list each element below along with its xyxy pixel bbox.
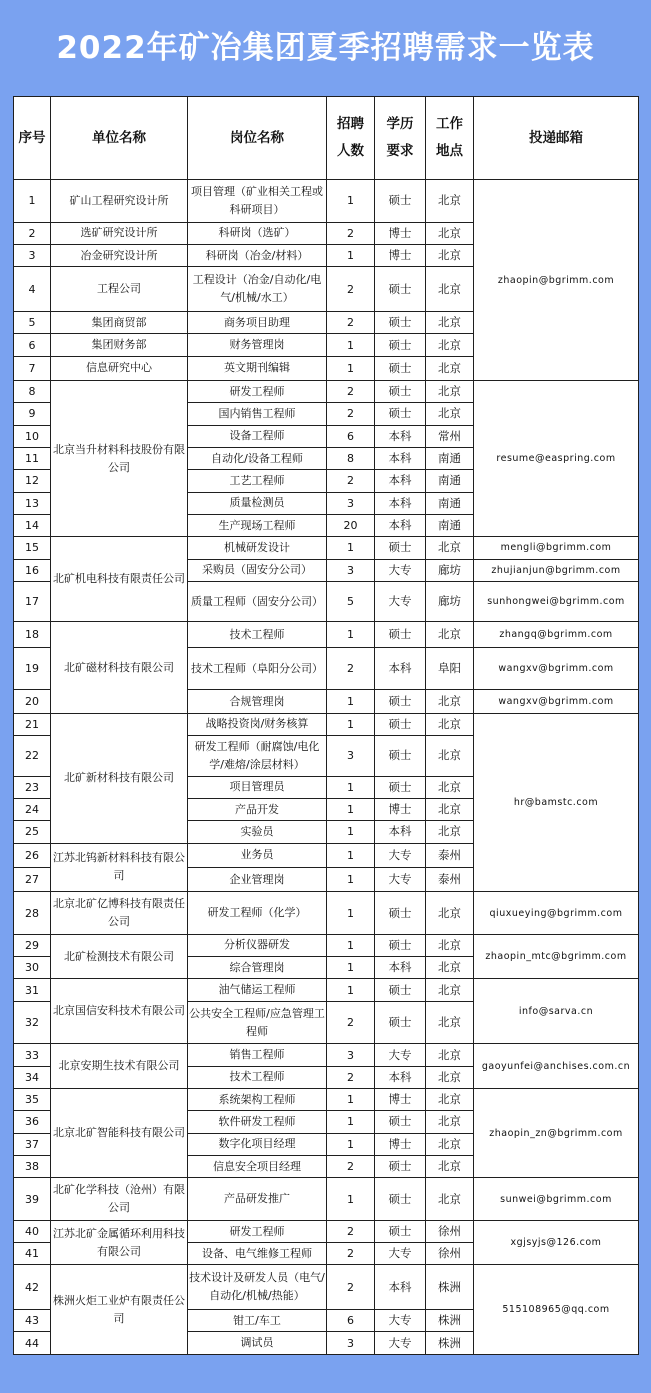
unit-name: 江苏北钨新材料科技有限公司 — [51, 843, 188, 892]
header-edu-line2: 要求 — [386, 143, 414, 160]
application-email: wangxv@bgrimm.com — [474, 690, 639, 713]
application-email: wangxv@bgrimm.com — [474, 647, 639, 690]
table-row — [14, 1089, 639, 1111]
work-location: 北京 — [426, 713, 474, 735]
row-number: 35 — [14, 1089, 51, 1111]
work-location: 北京 — [426, 979, 474, 1001]
unit-name: 北矿机电科技有限责任公司 — [51, 537, 188, 622]
row-number: 11 — [14, 447, 51, 469]
hire-count: 3 — [327, 492, 375, 514]
application-email: sunwei@bgrimm.com — [474, 1178, 639, 1221]
position-name: 调试员 — [188, 1332, 327, 1355]
application-email: zhaopin_zn@bgrimm.com — [474, 1089, 639, 1178]
hire-count: 20 — [327, 514, 375, 536]
header-edu-line1: 学历 — [386, 116, 414, 133]
hire-count: 2 — [327, 1001, 375, 1044]
position-name: 采购员（固安分公司） — [188, 559, 327, 581]
hire-count: 2 — [327, 312, 375, 334]
education-requirement: 硕士 — [375, 356, 426, 380]
position-name: 油气储运工程师 — [188, 979, 327, 1001]
hire-count: 1 — [327, 1178, 375, 1221]
position-name: 业务员 — [188, 843, 327, 867]
application-email: xgjsyjs@126.com — [474, 1220, 639, 1265]
row-number: 1 — [14, 180, 51, 223]
unit-name: 北京安期生技术有限公司 — [51, 1044, 188, 1089]
hire-count: 1 — [327, 334, 375, 356]
hire-count: 2 — [327, 403, 375, 425]
position-name: 项目管理员 — [188, 776, 327, 798]
position-name: 工艺工程师 — [188, 470, 327, 492]
position-name: 项目管理（矿业相关工程或科研项目） — [188, 180, 327, 223]
hire-count: 3 — [327, 736, 375, 777]
education-requirement: 本科 — [375, 470, 426, 492]
education-requirement: 本科 — [375, 492, 426, 514]
hire-count: 1 — [327, 690, 375, 713]
row-number: 6 — [14, 334, 51, 356]
position-name: 综合管理岗 — [188, 957, 327, 979]
row-number: 10 — [14, 425, 51, 447]
hire-count: 1 — [327, 537, 375, 559]
application-email: qiuxueying@bgrimm.com — [474, 892, 639, 935]
row-number: 37 — [14, 1133, 51, 1155]
work-location: 北京 — [426, 537, 474, 559]
hire-count: 1 — [327, 843, 375, 867]
row-number: 40 — [14, 1220, 51, 1242]
education-requirement: 本科 — [375, 1265, 426, 1310]
education-requirement: 大专 — [375, 1044, 426, 1066]
education-requirement: 硕士 — [375, 776, 426, 798]
work-location: 北京 — [426, 381, 474, 403]
position-name: 研发工程师（耐腐蚀/电化学/难熔/涂层材料） — [188, 736, 327, 777]
row-number: 19 — [14, 647, 51, 690]
education-requirement: 本科 — [375, 647, 426, 690]
table-row — [14, 537, 639, 559]
work-location: 北京 — [426, 1111, 474, 1133]
work-location: 南通 — [426, 470, 474, 492]
row-number: 8 — [14, 381, 51, 403]
work-location: 泰州 — [426, 843, 474, 867]
unit-name: 北矿新材科技有限公司 — [51, 713, 188, 843]
table-row — [14, 1178, 639, 1221]
work-location: 北京 — [426, 312, 474, 334]
hire-count: 2 — [327, 1220, 375, 1242]
hire-count: 3 — [327, 1332, 375, 1355]
education-requirement: 大专 — [375, 581, 426, 622]
work-location: 阜阳 — [426, 647, 474, 690]
recruitment-table — [13, 96, 638, 1355]
table-row — [14, 713, 639, 735]
work-location: 北京 — [426, 736, 474, 777]
hire-count: 1 — [327, 798, 375, 820]
hire-count: 1 — [327, 713, 375, 735]
work-location: 北京 — [426, 334, 474, 356]
position-name: 技术工程师 — [188, 1066, 327, 1088]
hire-count: 1 — [327, 622, 375, 647]
header-position: 岗位名称 — [188, 97, 327, 180]
position-name: 合规管理岗 — [188, 690, 327, 713]
work-location: 北京 — [426, 180, 474, 223]
unit-name: 工程公司 — [51, 267, 188, 312]
education-requirement: 大专 — [375, 1332, 426, 1355]
work-location: 北京 — [426, 1089, 474, 1111]
row-number: 34 — [14, 1066, 51, 1088]
education-requirement: 硕士 — [375, 180, 426, 223]
hire-count: 8 — [327, 447, 375, 469]
header-location — [426, 97, 474, 180]
position-name: 科研岗（冶金/材料） — [188, 245, 327, 267]
hire-count: 2 — [327, 1243, 375, 1265]
table-row — [14, 979, 639, 1001]
education-requirement: 硕士 — [375, 690, 426, 713]
education-requirement: 本科 — [375, 1066, 426, 1088]
work-location: 北京 — [426, 690, 474, 713]
work-location: 北京 — [426, 1066, 474, 1088]
hire-count: 2 — [327, 470, 375, 492]
row-number: 41 — [14, 1243, 51, 1265]
hire-count: 6 — [327, 425, 375, 447]
education-requirement: 本科 — [375, 957, 426, 979]
row-number: 30 — [14, 957, 51, 979]
position-name: 钳工/车工 — [188, 1310, 327, 1332]
hire-count: 6 — [327, 1310, 375, 1332]
work-location: 北京 — [426, 1044, 474, 1066]
education-requirement: 本科 — [375, 514, 426, 536]
education-requirement: 硕士 — [375, 1155, 426, 1177]
position-name: 设备、电气维修工程师 — [188, 1243, 327, 1265]
position-name: 工程设计（冶金/自动化/电气/机械/水工） — [188, 267, 327, 312]
hire-count: 1 — [327, 1133, 375, 1155]
row-number: 33 — [14, 1044, 51, 1066]
education-requirement: 博士 — [375, 222, 426, 244]
row-number: 25 — [14, 821, 51, 843]
table-row — [14, 934, 639, 956]
unit-name: 集团商贸部 — [51, 312, 188, 334]
education-requirement: 本科 — [375, 821, 426, 843]
work-location: 廊坊 — [426, 581, 474, 622]
work-location: 北京 — [426, 403, 474, 425]
position-name: 质量工程师（固安分公司） — [188, 581, 327, 622]
unit-name: 株洲火炬工业炉有限责任公司 — [51, 1265, 188, 1355]
education-requirement: 大专 — [375, 1243, 426, 1265]
position-name: 技术工程师（阜阳分公司） — [188, 647, 327, 690]
position-name: 质量检测员 — [188, 492, 327, 514]
position-name: 商务项目助理 — [188, 312, 327, 334]
hire-count: 1 — [327, 1089, 375, 1111]
hire-count: 2 — [327, 381, 375, 403]
row-number: 20 — [14, 690, 51, 713]
work-location: 泰州 — [426, 867, 474, 891]
table-row — [14, 180, 639, 223]
work-location: 徐州 — [426, 1220, 474, 1242]
row-number: 15 — [14, 537, 51, 559]
row-number: 12 — [14, 470, 51, 492]
hire-count: 1 — [327, 356, 375, 380]
row-number: 32 — [14, 1001, 51, 1044]
application-email: zhaopin_mtc@bgrimm.com — [474, 934, 639, 979]
hire-count: 3 — [327, 1044, 375, 1066]
education-requirement: 本科 — [375, 447, 426, 469]
header-row — [14, 97, 639, 180]
education-requirement: 硕士 — [375, 1001, 426, 1044]
hire-count: 5 — [327, 581, 375, 622]
work-location: 南通 — [426, 492, 474, 514]
education-requirement: 硕士 — [375, 713, 426, 735]
header-email: 投递邮箱 — [474, 97, 639, 180]
work-location: 北京 — [426, 245, 474, 267]
row-number: 44 — [14, 1332, 51, 1355]
work-location: 北京 — [426, 776, 474, 798]
position-name: 研发工程师 — [188, 1220, 327, 1242]
position-name: 软件研发工程师 — [188, 1111, 327, 1133]
unit-name: 信息研究中心 — [51, 356, 188, 380]
unit-name: 北矿化学科技（沧州）有限公司 — [51, 1178, 188, 1221]
row-number: 31 — [14, 979, 51, 1001]
unit-name: 冶金研究设计所 — [51, 245, 188, 267]
work-location: 徐州 — [426, 1243, 474, 1265]
hire-count: 1 — [327, 776, 375, 798]
row-number: 3 — [14, 245, 51, 267]
unit-name: 北京北矿亿博科技有限责任公司 — [51, 892, 188, 935]
row-number: 17 — [14, 581, 51, 622]
work-location: 北京 — [426, 934, 474, 956]
row-number: 29 — [14, 934, 51, 956]
application-email: zhangq@bgrimm.com — [474, 622, 639, 647]
work-location: 北京 — [426, 1178, 474, 1221]
position-name: 生产现场工程师 — [188, 514, 327, 536]
header-count-line2: 人数 — [337, 143, 364, 160]
application-email: mengli@bgrimm.com — [474, 537, 639, 559]
header-loc-line1: 工作 — [436, 116, 463, 133]
hire-count: 1 — [327, 245, 375, 267]
position-name: 研发工程师（化学） — [188, 892, 327, 935]
application-email: gaoyunfei@anchises.com.cn — [474, 1044, 639, 1089]
table-row — [14, 1044, 639, 1066]
row-number: 36 — [14, 1111, 51, 1133]
education-requirement: 硕士 — [375, 403, 426, 425]
position-name: 数字化项目经理 — [188, 1133, 327, 1155]
education-requirement: 硕士 — [375, 1220, 426, 1242]
hire-count: 1 — [327, 1111, 375, 1133]
education-requirement: 博士 — [375, 245, 426, 267]
table-row — [14, 1265, 639, 1310]
row-number: 4 — [14, 267, 51, 312]
education-requirement: 大专 — [375, 559, 426, 581]
work-location: 株洲 — [426, 1332, 474, 1355]
unit-name: 矿山工程研究设计所 — [51, 180, 188, 223]
row-number: 2 — [14, 222, 51, 244]
header-count — [327, 97, 375, 180]
table-row — [14, 892, 639, 935]
application-email: resume@easpring.com — [474, 381, 639, 537]
position-name: 财务管理岗 — [188, 334, 327, 356]
table-row — [14, 1220, 639, 1242]
row-number: 43 — [14, 1310, 51, 1332]
work-location: 南通 — [426, 514, 474, 536]
education-requirement: 硕士 — [375, 934, 426, 956]
position-name: 分析仪器研发 — [188, 934, 327, 956]
work-location: 北京 — [426, 1001, 474, 1044]
work-location: 常州 — [426, 425, 474, 447]
position-name: 产品开发 — [188, 798, 327, 820]
education-requirement: 博士 — [375, 1133, 426, 1155]
unit-name: 选矿研究设计所 — [51, 222, 188, 244]
table-row — [14, 381, 639, 403]
education-requirement: 硕士 — [375, 1111, 426, 1133]
work-location: 廊坊 — [426, 559, 474, 581]
row-number: 42 — [14, 1265, 51, 1310]
hire-count: 2 — [327, 1066, 375, 1088]
row-number: 38 — [14, 1155, 51, 1177]
position-name: 系统架构工程师 — [188, 1089, 327, 1111]
application-email: zhaopin@bgrimm.com — [474, 180, 639, 381]
work-location: 北京 — [426, 1133, 474, 1155]
education-requirement: 博士 — [375, 798, 426, 820]
header-count-line1: 招聘 — [337, 116, 364, 133]
header-unit: 单位名称 — [51, 97, 188, 180]
application-email: zhujianjun@bgrimm.com — [474, 559, 639, 581]
row-number: 27 — [14, 867, 51, 891]
hire-count: 2 — [327, 647, 375, 690]
application-email: info@sarva.cn — [474, 979, 639, 1044]
table-row — [14, 622, 639, 647]
work-location: 北京 — [426, 892, 474, 935]
position-name: 战略投资岗/财务核算 — [188, 713, 327, 735]
hire-count: 1 — [327, 180, 375, 223]
unit-name: 北京当升材料科技股份有限公司 — [51, 381, 188, 537]
hire-count: 2 — [327, 1155, 375, 1177]
row-number: 22 — [14, 736, 51, 777]
hire-count: 1 — [327, 821, 375, 843]
work-location: 株洲 — [426, 1265, 474, 1310]
hire-count: 1 — [327, 934, 375, 956]
application-email: sunhongwei@bgrimm.com — [474, 581, 639, 622]
position-name: 英文期刊编辑 — [188, 356, 327, 380]
position-name: 信息安全项目经理 — [188, 1155, 327, 1177]
position-name: 科研岗（选矿） — [188, 222, 327, 244]
education-requirement: 硕士 — [375, 1178, 426, 1221]
work-location: 北京 — [426, 798, 474, 820]
hire-count: 1 — [327, 892, 375, 935]
position-name: 自动化/设备工程师 — [188, 447, 327, 469]
education-requirement: 大专 — [375, 1310, 426, 1332]
education-requirement: 硕士 — [375, 267, 426, 312]
row-number: 28 — [14, 892, 51, 935]
unit-name: 北矿磁材科技有限公司 — [51, 622, 188, 713]
hire-count: 3 — [327, 559, 375, 581]
row-number: 26 — [14, 843, 51, 867]
position-name: 机械研发设计 — [188, 537, 327, 559]
row-number: 9 — [14, 403, 51, 425]
unit-name: 北京北矿智能科技有限公司 — [51, 1089, 188, 1178]
work-location: 北京 — [426, 622, 474, 647]
row-number: 39 — [14, 1178, 51, 1221]
hire-count: 2 — [327, 267, 375, 312]
education-requirement: 硕士 — [375, 892, 426, 935]
work-location: 北京 — [426, 267, 474, 312]
position-name: 企业管理岗 — [188, 867, 327, 891]
position-name: 国内销售工程师 — [188, 403, 327, 425]
unit-name: 集团财务部 — [51, 334, 188, 356]
education-requirement: 大专 — [375, 843, 426, 867]
unit-name: 北矿检测技术有限公司 — [51, 934, 188, 979]
row-number: 18 — [14, 622, 51, 647]
work-location: 北京 — [426, 957, 474, 979]
education-requirement: 硕士 — [375, 736, 426, 777]
hire-count: 1 — [327, 979, 375, 1001]
education-requirement: 硕士 — [375, 979, 426, 1001]
unit-name: 北京国信安科技术有限公司 — [51, 979, 188, 1044]
application-email: hr@bamstc.com — [474, 713, 639, 892]
education-requirement: 硕士 — [375, 537, 426, 559]
position-name: 技术工程师 — [188, 622, 327, 647]
row-number: 13 — [14, 492, 51, 514]
work-location: 株洲 — [426, 1310, 474, 1332]
row-number: 14 — [14, 514, 51, 536]
education-requirement: 硕士 — [375, 334, 426, 356]
education-requirement: 硕士 — [375, 622, 426, 647]
application-email: 515108965@qq.com — [474, 1265, 639, 1355]
position-name: 产品研发推广 — [188, 1178, 327, 1221]
education-requirement: 本科 — [375, 425, 426, 447]
position-name: 设备工程师 — [188, 425, 327, 447]
position-name: 销售工程师 — [188, 1044, 327, 1066]
header-seq: 序号 — [14, 97, 51, 180]
work-location: 北京 — [426, 222, 474, 244]
education-requirement: 硕士 — [375, 381, 426, 403]
position-name: 实验员 — [188, 821, 327, 843]
position-name: 公共安全工程师/应急管理工程师 — [188, 1001, 327, 1044]
row-number: 24 — [14, 798, 51, 820]
hire-count: 2 — [327, 1265, 375, 1310]
header-loc-line2: 地点 — [436, 143, 463, 160]
position-name: 研发工程师 — [188, 381, 327, 403]
work-location: 北京 — [426, 821, 474, 843]
hire-count: 2 — [327, 222, 375, 244]
row-number: 21 — [14, 713, 51, 735]
work-location: 北京 — [426, 356, 474, 380]
row-number: 7 — [14, 356, 51, 380]
unit-name: 江苏北矿金属循环利用科技有限公司 — [51, 1220, 188, 1265]
hire-count: 1 — [327, 867, 375, 891]
education-requirement: 硕士 — [375, 312, 426, 334]
page-title: 2022年矿冶集团夏季招聘需求一览表 — [56, 30, 595, 66]
education-requirement: 博士 — [375, 1089, 426, 1111]
row-number: 5 — [14, 312, 51, 334]
row-number: 16 — [14, 559, 51, 581]
row-number: 23 — [14, 776, 51, 798]
hire-count: 1 — [327, 957, 375, 979]
header-edu — [375, 97, 426, 180]
education-requirement: 大专 — [375, 867, 426, 891]
work-location: 北京 — [426, 1155, 474, 1177]
position-name: 技术设计及研发人员（电气/自动化/机械/热能） — [188, 1265, 327, 1310]
work-location: 南通 — [426, 447, 474, 469]
